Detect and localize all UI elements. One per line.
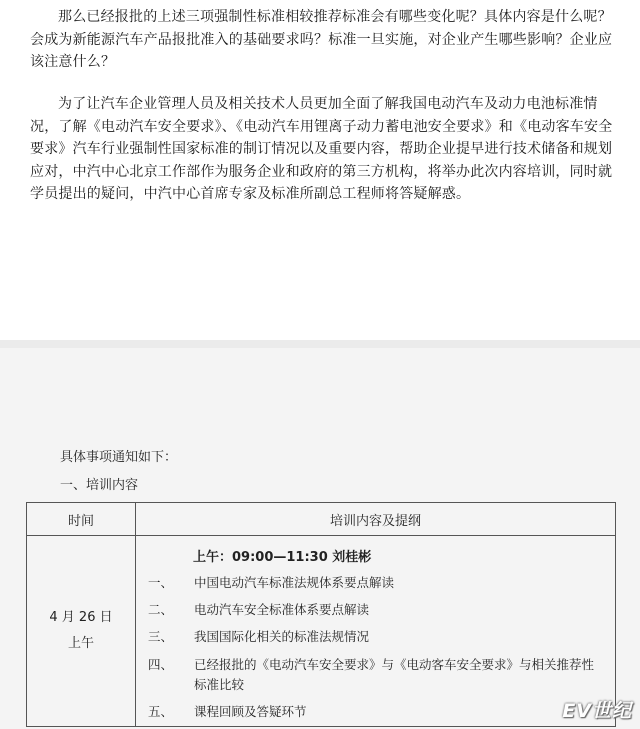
content-cell bbox=[136, 536, 616, 727]
item-text: 已经报批的《电动汽车安全要求》与《电动客车安全要求》与相关推荐性标准比较 bbox=[194, 657, 595, 692]
item-number: 三、 bbox=[148, 629, 174, 644]
item-text: 电动汽车安全标准体系要点解读 bbox=[194, 602, 370, 617]
item-text: 课程回顾及答疑环节 bbox=[194, 704, 307, 719]
table-header-row bbox=[27, 503, 616, 536]
intro-paragraph-1: 那么已经报批的上述三项强制性标准相较推荐标准会有哪些变化呢？具体内容是什么呢？会成为新能源汽车产品报批准入的基础要求吗？标准一旦实施，对企业产生哪些影响？企业应该注意什么？ bbox=[30, 9, 613, 70]
period-label: 上午 bbox=[67, 636, 94, 651]
date-label: 4 月 26 日 bbox=[49, 610, 113, 625]
item-number: 五、 bbox=[148, 704, 174, 719]
item-number: 四、 bbox=[148, 657, 174, 672]
intro-paragraph-2: 为了让汽车企业管理人员及相关技术人员更加全面了解我国电动汽车及动力电池标准情况，了解《电动汽车安全要求》、《电动汽车用锂离子动力蓄电池安全要求》和《电动客车安全要求》汽车行业强制性国家标准的制订情况以及重要内容，帮助企业提早进行技术储备和规划应对，中汽中心北京工作部作为服务企业和政府的第三方机构，将举办此次内容培训，同时就学员提出的疑问，中汽中心首席专家及标准所副总工程师将答疑解惑。 bbox=[30, 96, 613, 202]
item-number: 二、 bbox=[148, 602, 174, 617]
item-number: 一、 bbox=[148, 575, 174, 590]
section-title: 一、培训内容 bbox=[60, 478, 139, 493]
training-table bbox=[26, 502, 616, 727]
session-title: 上午：09:00—11:30 刘桂彬 bbox=[193, 550, 372, 565]
notice-heading: 具体事项通知如下： bbox=[60, 450, 178, 465]
watermark-logo: EV世纪 bbox=[562, 700, 632, 722]
item-text: 中国电动汽车标准法规体系要点解读 bbox=[194, 575, 395, 590]
document-page-top bbox=[0, 0, 640, 340]
header-content: 培训内容及提纲 bbox=[136, 503, 616, 536]
header-time: 时间 bbox=[27, 503, 136, 536]
table-row bbox=[27, 536, 616, 727]
time-cell bbox=[27, 536, 136, 727]
item-text: 我国国际化相关的标准法规情况 bbox=[194, 629, 370, 644]
